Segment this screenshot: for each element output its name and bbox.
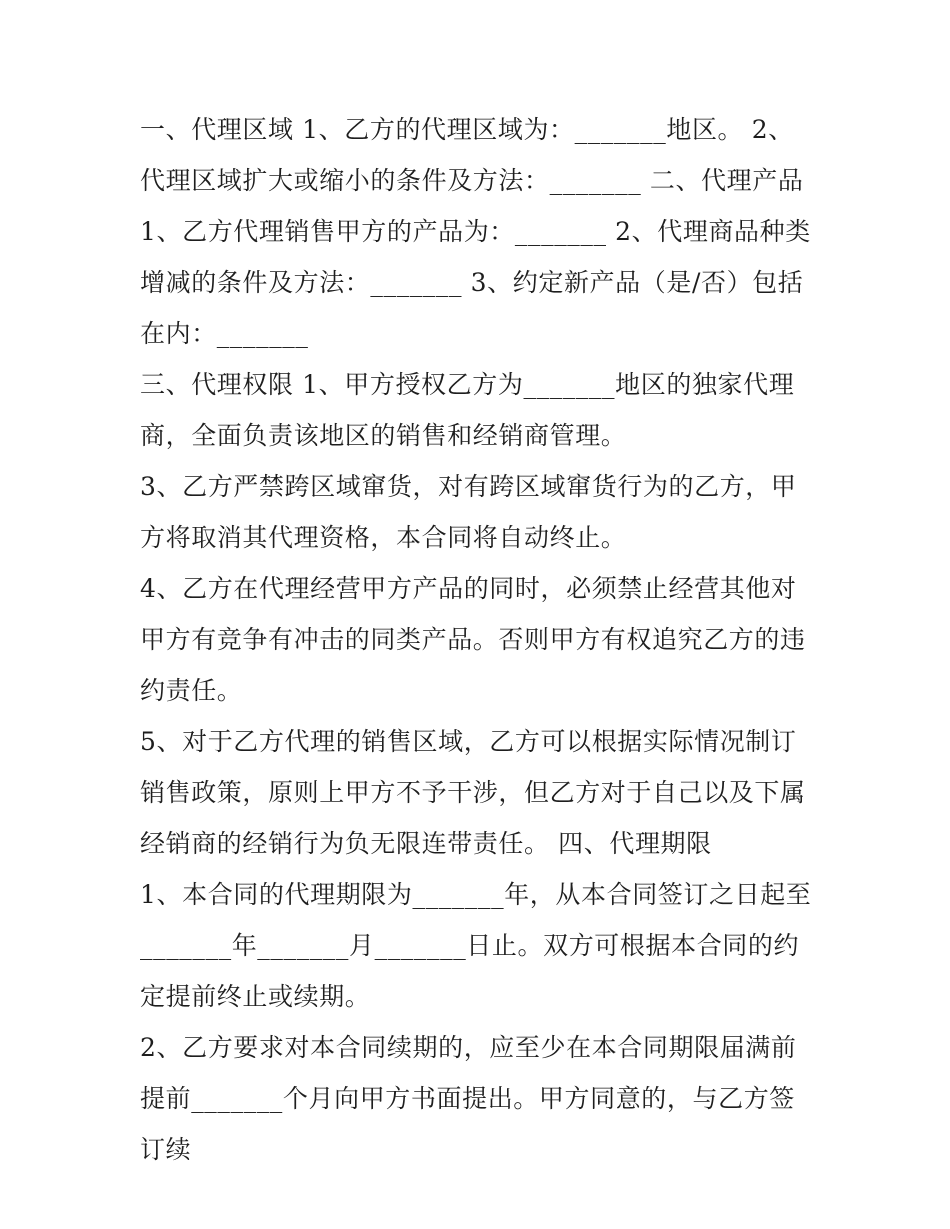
paragraph-agency-authority: 三、代理权限 1、甲方授权乙方为_______地区的独家代理商，全面负责该地区的销售和经销商管理。 xyxy=(140,370,795,450)
document-body xyxy=(140,104,812,1175)
paragraph-agency-term: 1、本合同的代理期限为_______年，从本合同签订之日起至_______年_______月_______日止。双方可根据本合同的约定提前终止或续期。 xyxy=(140,880,812,1011)
paragraph-sales-policy: 5、对于乙方代理的销售区域，乙方可以根据实际情况制订销售政策，原则上甲方不予干涉，但乙方对于自己以及下属经销商的经销行为负无限连带责任。 四、代理期限 xyxy=(140,727,806,858)
paragraph-cross-region-ban: 3、乙方严禁跨区域窜货，对有跨区域窜货行为的乙方，甲方将取消其代理资格，本合同将自动终止。 xyxy=(140,472,797,552)
paragraph-agency-products: 1、乙方代理销售甲方的产品为：_______ 2、代理商品种类增减的条件及方法：_______ 3、约定新产品（是/否）包括在内：_______ xyxy=(140,217,811,348)
paragraph-agency-region: 一、代理区域 1、乙方的代理区域为：_______地区。 2、代理区域扩大或缩小的条件及方法：_______ 二、代理产品 xyxy=(140,115,804,195)
paragraph-renewal: 2、乙方要求对本合同续期的，应至少在本合同期限届满前提前_______个月向甲方书面提出。甲方同意的，与乙方签订续 xyxy=(140,1033,797,1164)
paragraph-competing-products: 4、乙方在代理经营甲方产品的同时，必须禁止经营其他对甲方有竞争有冲击的同类产品。否则甲方有权追究乙方的违约责任。 xyxy=(140,574,806,705)
